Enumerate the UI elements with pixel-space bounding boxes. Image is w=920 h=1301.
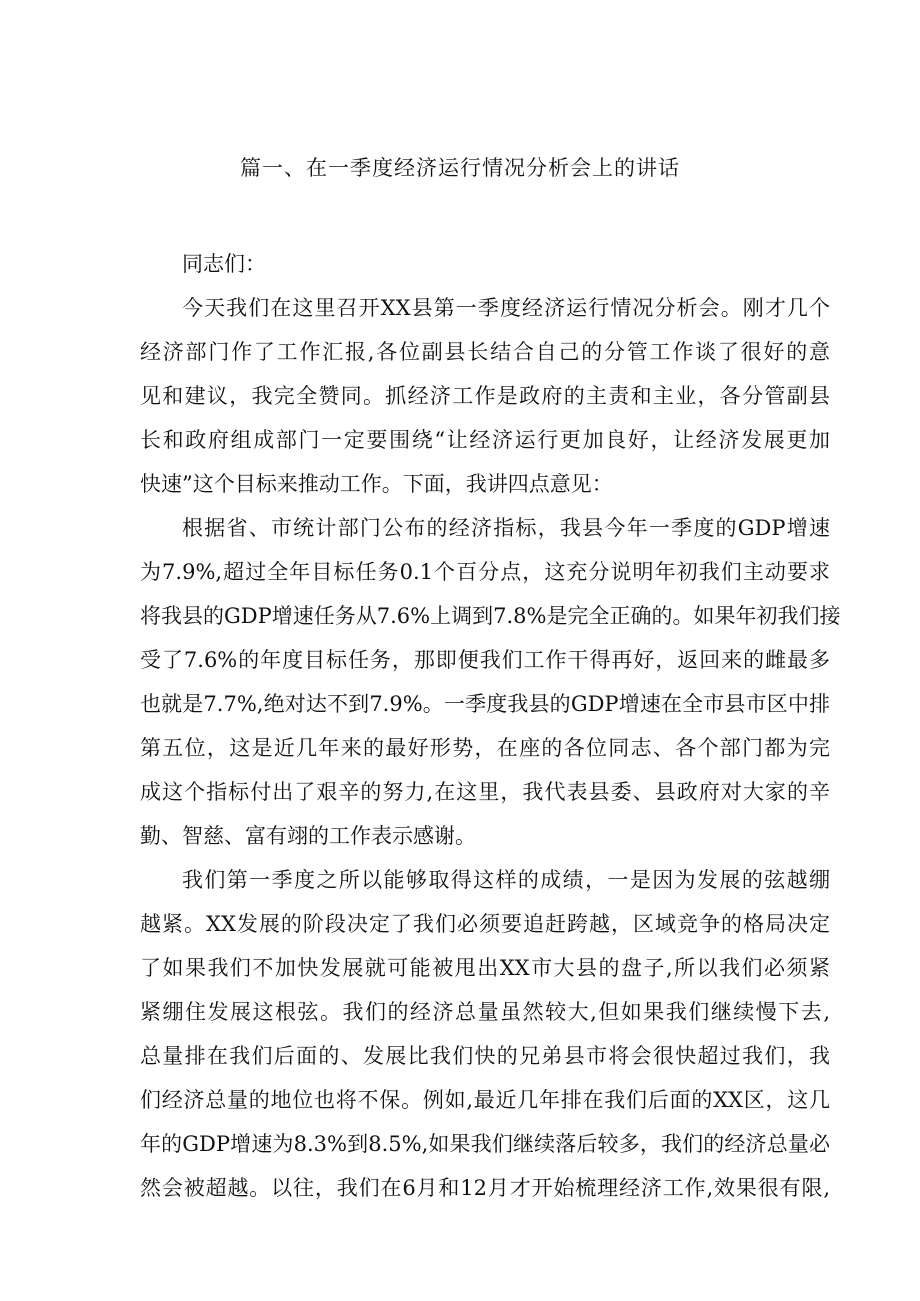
text-line: 勤、智慈、富有翊的工作表示感谢。 [140,824,476,848]
text-line: 越紧。XX发展的阶段决定了我们必须要追赶跨越，区域竞争的格局决定 [140,912,830,936]
text-line: 今天我们在这里召开XX县第一季度经济运行情况分析会。刚才几个 [182,296,830,320]
text-line: 见和建议，我完全赞同。抓经济工作是政府的主责和主业，各分管副县 [140,384,830,408]
text-line: 总量排在我们后面的、发展比我们快的兄弟县市将会很快超过我们，我 [140,1044,830,1068]
text-line: 将我县的GDP增速任务从7.6%上调到7.8%是完全正确的。如果年初我们接 [140,604,841,628]
text-line: 年的GDP增速为8.3%到8.5%,如果我们继续落后较多，我们的经济总量必 [140,1132,830,1156]
text-line: 然会被超越。以往，我们在6月和12月才开始梳理经济工作,效果很有限, [140,1176,830,1200]
salutation: 同志们： [182,252,266,276]
text-line: 受了7.6%的年度目标任务，那即便我们工作干得再好，返回来的雌最多 [140,648,830,672]
text-line: 第五位，这是近几年来的最好形势，在座的各位同志、各个部门都为完 [140,736,830,760]
text-line: 紧绷住发展这根弦。我们的经济总量虽然较大,但如果我们继续慢下去, [140,1000,830,1024]
text-line: 快速”这个目标来推动工作。下面，我讲四点意见： [140,472,613,496]
text-line: 为7.9%,超过全年目标任务0.1个百分点，这充分说明年初我们主动要求 [140,560,830,584]
document-body [140,242,830,286]
text-line: 经济部门作了工作汇报,各位副县长结合自己的分管工作谈了很好的意 [140,340,830,364]
text-line: 了如果我们不加快发展就可能被甩出XX市大县的盘子,所以我们必须紧 [140,956,830,980]
paragraph [140,858,830,1210]
text-line: 成这个指标付出了艰辛的努力,在这里，我代表县委、县政府对大家的辛 [140,780,830,804]
text-line: 我们第一季度之所以能够取得这样的成绩，一是因为发展的弦越绷 [182,868,830,892]
text-line: 也就是7.7%,绝对达不到7.9%。一季度我县的GDP增速在全市县市区中排 [140,692,830,716]
text-line: 们经济总量的地位也将不保。例如,最近几年排在我们后面的XX区，这几 [140,1088,830,1112]
paragraph-container [140,286,841,1210]
paragraph [140,506,841,858]
document-title: 篇一、在一季度经济运行情况分析会上的讲话 [240,156,680,180]
text-line: 根据省、市统计部门公布的经济指标，我县今年一季度的GDP增速 [182,516,830,540]
paragraph [140,286,830,506]
text-line: 长和政府组成部门一定要围绕“让经济运行更加良好，让经济发展更加 [140,428,830,452]
